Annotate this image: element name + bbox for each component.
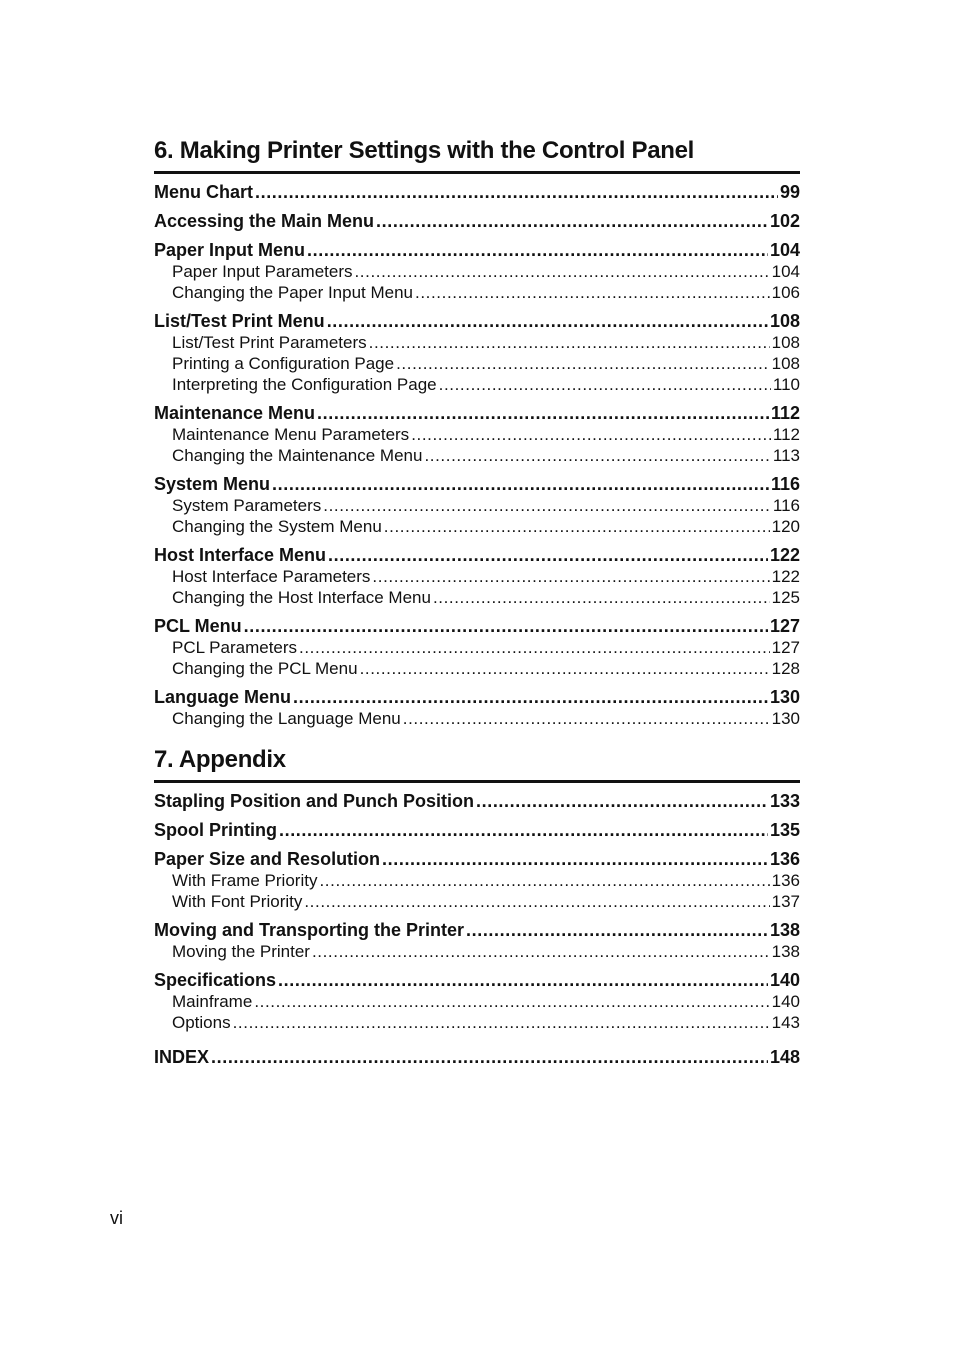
page-number: vi xyxy=(110,1208,123,1228)
dot-leader xyxy=(382,849,768,870)
toc-subentry[interactable] xyxy=(154,261,800,282)
toc-entry[interactable] xyxy=(154,849,800,870)
toc-page-number: 104 xyxy=(769,240,800,260)
dot-leader xyxy=(403,708,770,729)
toc-entry-title: Language Menu xyxy=(154,687,292,707)
dot-leader xyxy=(328,545,768,566)
toc-subentry[interactable] xyxy=(154,1012,800,1033)
dot-leader xyxy=(360,658,770,679)
toc-page-number: 138 xyxy=(771,942,800,961)
toc-entry[interactable] xyxy=(154,545,800,566)
toc-entry[interactable] xyxy=(154,403,800,424)
toc-page-number: 108 xyxy=(769,311,800,331)
toc-page-number: 127 xyxy=(769,616,800,636)
toc-subentry[interactable] xyxy=(154,374,800,395)
toc-entry-title: Changing the Paper Input Menu xyxy=(172,283,414,302)
toc-subentry[interactable] xyxy=(154,353,800,374)
toc-subentry[interactable] xyxy=(154,332,800,353)
toc-page-number: 140 xyxy=(769,970,800,990)
toc-entry-title: Menu Chart xyxy=(154,182,253,202)
toc-page-number: 130 xyxy=(769,687,800,707)
toc-entry-title: Maintenance Menu xyxy=(154,403,316,423)
toc-subentry[interactable] xyxy=(154,282,800,303)
toc-subentry[interactable] xyxy=(154,445,800,466)
dot-leader xyxy=(424,445,770,466)
dot-leader xyxy=(411,424,771,445)
toc-entry[interactable] xyxy=(154,1047,800,1068)
toc-entry-title: Paper Input Parameters xyxy=(172,262,353,281)
toc-entry[interactable] xyxy=(154,311,800,332)
toc-entry-title: System Parameters xyxy=(172,496,322,515)
dot-leader xyxy=(415,282,770,303)
toc-subentry[interactable] xyxy=(154,495,800,516)
dot-leader xyxy=(327,311,768,332)
toc-entry-title: Changing the Language Menu xyxy=(172,709,401,728)
toc-entry-title: Changing the PCL Menu xyxy=(172,659,358,678)
dot-leader xyxy=(255,182,778,203)
toc-subentry[interactable] xyxy=(154,658,800,679)
toc-page-number: 135 xyxy=(769,820,800,840)
toc-page-number: 116 xyxy=(772,496,800,515)
toc-entry-title: Paper Input Menu xyxy=(154,240,306,260)
toc-entry[interactable] xyxy=(154,474,800,495)
toc-subentry[interactable] xyxy=(154,566,800,587)
toc-page-number: 122 xyxy=(769,545,800,565)
dot-leader xyxy=(396,353,770,374)
dot-leader xyxy=(384,516,770,537)
toc-entry[interactable] xyxy=(154,920,800,941)
dot-leader xyxy=(439,374,771,395)
toc-page-number: 116 xyxy=(770,474,800,494)
dot-leader xyxy=(354,261,769,282)
toc-entry-title: Host Interface Parameters xyxy=(172,567,371,586)
dot-leader xyxy=(433,587,770,608)
toc-entries xyxy=(154,182,800,729)
toc-page-number: 136 xyxy=(771,871,800,890)
toc-entry-title: With Font Priority xyxy=(172,892,303,911)
toc-subentry[interactable] xyxy=(154,516,800,537)
toc-entry-title: List/Test Print Parameters xyxy=(172,333,367,352)
toc-entry-title: List/Test Print Menu xyxy=(154,311,325,331)
toc-entry[interactable] xyxy=(154,616,800,637)
toc-entry-title: Stapling Position and Punch Position xyxy=(154,791,475,811)
toc-entry[interactable] xyxy=(154,182,800,203)
toc-entry-title: Mainframe xyxy=(172,992,253,1011)
dot-leader xyxy=(312,941,770,962)
toc-page-number: 102 xyxy=(769,211,800,231)
toc-entry-title: System Menu xyxy=(154,474,271,494)
toc-page-number: 113 xyxy=(772,446,800,465)
toc-page-number: 112 xyxy=(770,403,800,423)
toc-subentry[interactable] xyxy=(154,424,800,445)
toc-entries xyxy=(154,791,800,1068)
toc-entry-title: Moving the Printer xyxy=(172,942,310,961)
toc-page-number: 108 xyxy=(771,354,800,373)
toc-entry-title: Moving and Transporting the Printer xyxy=(154,920,465,940)
toc-subentry[interactable] xyxy=(154,708,800,729)
chapter-title: 6. Making Printer Settings with the Control Panel xyxy=(154,136,800,174)
toc-chapter-6 xyxy=(154,136,800,729)
toc-entry-title: Paper Size and Resolution xyxy=(154,849,381,869)
toc-subentry[interactable] xyxy=(154,941,800,962)
dot-leader xyxy=(244,616,768,637)
dot-leader xyxy=(323,495,771,516)
toc-page-number: 136 xyxy=(769,849,800,869)
toc-entry-title: Specifications xyxy=(154,970,277,990)
dot-leader xyxy=(372,566,769,587)
dot-leader xyxy=(476,791,768,812)
toc-page-number: 128 xyxy=(771,659,800,678)
toc-entry-title: Changing the Maintenance Menu xyxy=(172,446,423,465)
toc-page-number: 110 xyxy=(772,375,800,394)
toc-entry-title: PCL Parameters xyxy=(172,638,298,657)
dot-leader xyxy=(304,891,769,912)
toc-subentry[interactable] xyxy=(154,870,800,891)
dot-leader xyxy=(466,920,768,941)
dot-leader xyxy=(376,211,768,232)
toc-page-number: 127 xyxy=(771,638,800,657)
toc-chapter-7 xyxy=(154,745,800,1068)
toc-entry[interactable] xyxy=(154,970,800,991)
toc-entry-title: Interpreting the Configuration Page xyxy=(172,375,437,394)
dot-leader xyxy=(278,970,768,991)
toc-entry-title: INDEX xyxy=(154,1047,210,1067)
toc-entry-title: Options xyxy=(172,1013,231,1032)
toc-entry[interactable] xyxy=(154,820,800,841)
toc-page-number: 108 xyxy=(771,333,800,352)
toc-page-number: 125 xyxy=(771,588,800,607)
dot-leader xyxy=(307,240,768,261)
toc-entry-title: Changing the Host Interface Menu xyxy=(172,588,431,607)
toc-entry-title: PCL Menu xyxy=(154,616,242,636)
toc-subentry[interactable] xyxy=(154,587,800,608)
toc-page-number: 138 xyxy=(769,920,800,940)
toc-page-number: 130 xyxy=(771,709,800,728)
dot-leader xyxy=(279,820,768,841)
dot-leader xyxy=(272,474,769,495)
toc-entry-title: Changing the System Menu xyxy=(172,517,382,536)
toc-page-number: 148 xyxy=(769,1047,800,1067)
toc-entry-title: Spool Printing xyxy=(154,820,277,840)
toc-page-number: 104 xyxy=(771,262,800,281)
toc-page-number: 122 xyxy=(771,567,800,586)
dot-leader xyxy=(254,991,769,1012)
dot-leader xyxy=(319,870,769,891)
toc-entry-title: Maintenance Menu Parameters xyxy=(172,425,410,444)
toc-entry[interactable] xyxy=(154,240,800,261)
toc-subentry[interactable] xyxy=(154,637,800,658)
toc-entry-title: With Frame Priority xyxy=(172,871,318,890)
toc-subentry[interactable] xyxy=(154,991,800,1012)
dot-leader xyxy=(211,1047,768,1068)
dot-leader xyxy=(299,637,770,658)
toc-entry[interactable] xyxy=(154,211,800,232)
toc-entry[interactable] xyxy=(154,687,800,708)
toc-page-number: 133 xyxy=(769,791,800,811)
toc-subentry[interactable] xyxy=(154,891,800,912)
toc-entry-title: Accessing the Main Menu xyxy=(154,211,375,231)
toc-page-number: 137 xyxy=(771,892,800,911)
dot-leader xyxy=(233,1012,770,1033)
toc-page-number: 106 xyxy=(771,283,800,302)
dot-leader xyxy=(369,332,770,353)
toc-entry-title: Host Interface Menu xyxy=(154,545,327,565)
dot-leader xyxy=(317,403,769,424)
dot-leader xyxy=(293,687,768,708)
toc-page-number: 143 xyxy=(771,1013,800,1032)
toc-page-number: 140 xyxy=(771,992,800,1011)
toc-page-number: 120 xyxy=(771,517,800,536)
chapter-title: 7. Appendix xyxy=(154,745,800,783)
toc-page-number: 112 xyxy=(772,425,800,444)
toc-entry[interactable] xyxy=(154,791,800,812)
toc-page-number: 99 xyxy=(779,182,800,202)
toc-entry-title: Printing a Configuration Page xyxy=(172,354,395,373)
